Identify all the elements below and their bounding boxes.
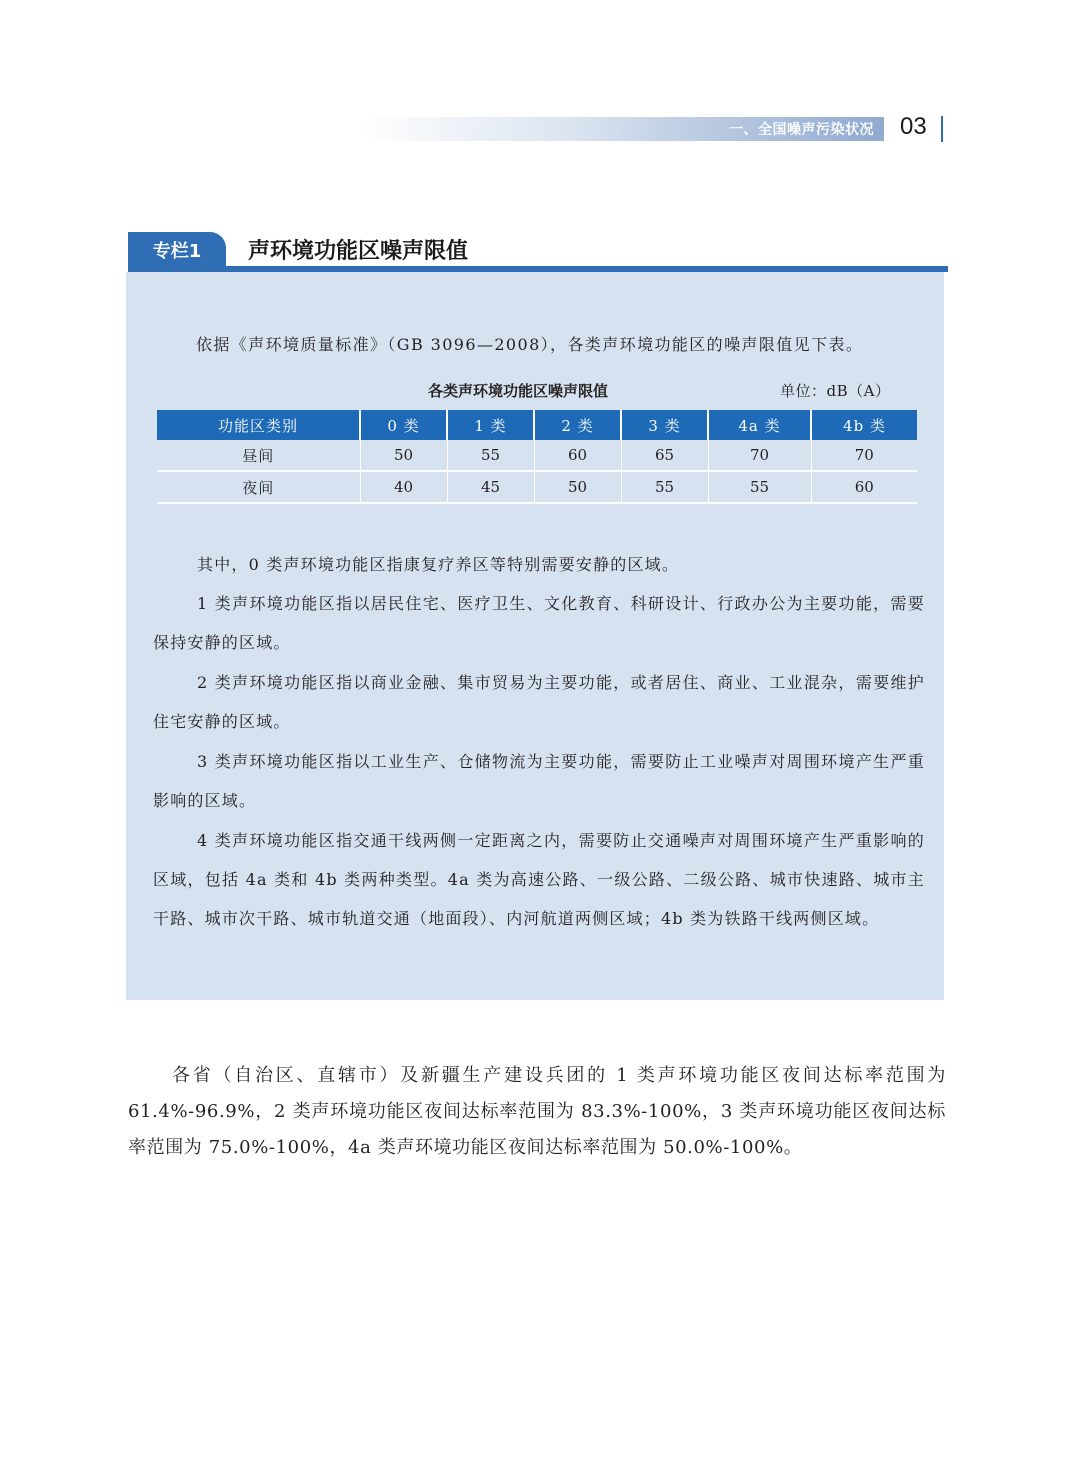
table-cell: 55 xyxy=(621,471,708,503)
table-row xyxy=(157,440,917,471)
column-paragraph: 其中，0 类声环境功能区指康复疗养区等特别需要安静的区域。 xyxy=(197,555,680,574)
table-cell: 55 xyxy=(447,440,534,471)
table-header-cell: 功能区类别 xyxy=(157,410,360,440)
column-intro: 依据《声环境质量标准》（GB 3096—2008），各类声环境功能区的噪声限值见下表。 xyxy=(196,335,864,354)
table-cell: 60 xyxy=(534,440,621,471)
table-header-cell: 4b 类 xyxy=(811,410,917,440)
column-paragraph: 2 类声环境功能区指以商业金融、集市贸易为主要功能，或者居住、商业、工业混杂，需要维护住宅安静的区域。 xyxy=(153,673,925,731)
table-cell: 45 xyxy=(447,471,534,503)
table-unit: 单位：dB（A） xyxy=(780,382,891,400)
page-number: 03 xyxy=(900,113,927,140)
table-header-cell: 0 类 xyxy=(360,410,447,440)
table-cell: 70 xyxy=(708,440,811,471)
table-header-cell: 1 类 xyxy=(447,410,534,440)
table-title: 各类声环境功能区噪声限值 xyxy=(428,382,609,400)
column-paragraph: 1 类声环境功能区指以居民住宅、医疗卫生、文化教育、科研设计、行政办公为主要功能，需要保持安静的区域。 xyxy=(153,594,925,652)
noise-limit-table xyxy=(157,410,917,504)
table-header-cell: 3 类 xyxy=(621,410,708,440)
table-cell: 昼间 xyxy=(157,440,360,471)
column-paragraph: 3 类声环境功能区指以工业生产、仓储物流为主要功能，需要防止工业噪声对周围环境产生严重影响的区域。 xyxy=(153,752,925,810)
table-row xyxy=(157,471,917,503)
header-divider xyxy=(941,116,943,142)
column-tag: 专栏1 xyxy=(128,232,226,270)
table-cell: 55 xyxy=(708,471,811,503)
table-header-cell: 4a 类 xyxy=(708,410,811,440)
table-header-row xyxy=(157,410,917,440)
table-cell: 65 xyxy=(621,440,708,471)
column-paragraph: 4 类声环境功能区指交通干线两侧一定距离之内，需要防止交通噪声对周围环境产生严重影响的区域，包括 4a 类和 4b 类两种类型。4a 类为高速公路、一级公路、二级公路、城市快速路、城市主干路、城市次干路、城市轨道交通（地面段）、内河航道两侧区域；4b 类为铁路干线两侧区域。 xyxy=(153,831,925,928)
table-cell: 50 xyxy=(360,440,447,471)
table-cell: 40 xyxy=(360,471,447,503)
table-cell: 夜间 xyxy=(157,471,360,503)
main-paragraph: 各省（自治区、直辖市）及新疆生产建设兵团的 1 类声环境功能区夜间达标率范围为 61.4%-96.9%，2 类声环境功能区夜间达标率范围为 83.3%-100%，3 类声环境功能区夜间达标率范围为 75.0%-100%，4a 类声环境功能区夜间达标率范围为 50.0%-100%。 xyxy=(128,1065,946,1158)
table-header-cell: 2 类 xyxy=(534,410,621,440)
table-cell: 70 xyxy=(811,440,917,471)
table-cell: 50 xyxy=(534,471,621,503)
table-cell: 60 xyxy=(811,471,917,503)
column-title: 声环境功能区噪声限值 xyxy=(248,239,469,264)
section-title: 一、全国噪声污染状况 xyxy=(729,122,874,138)
